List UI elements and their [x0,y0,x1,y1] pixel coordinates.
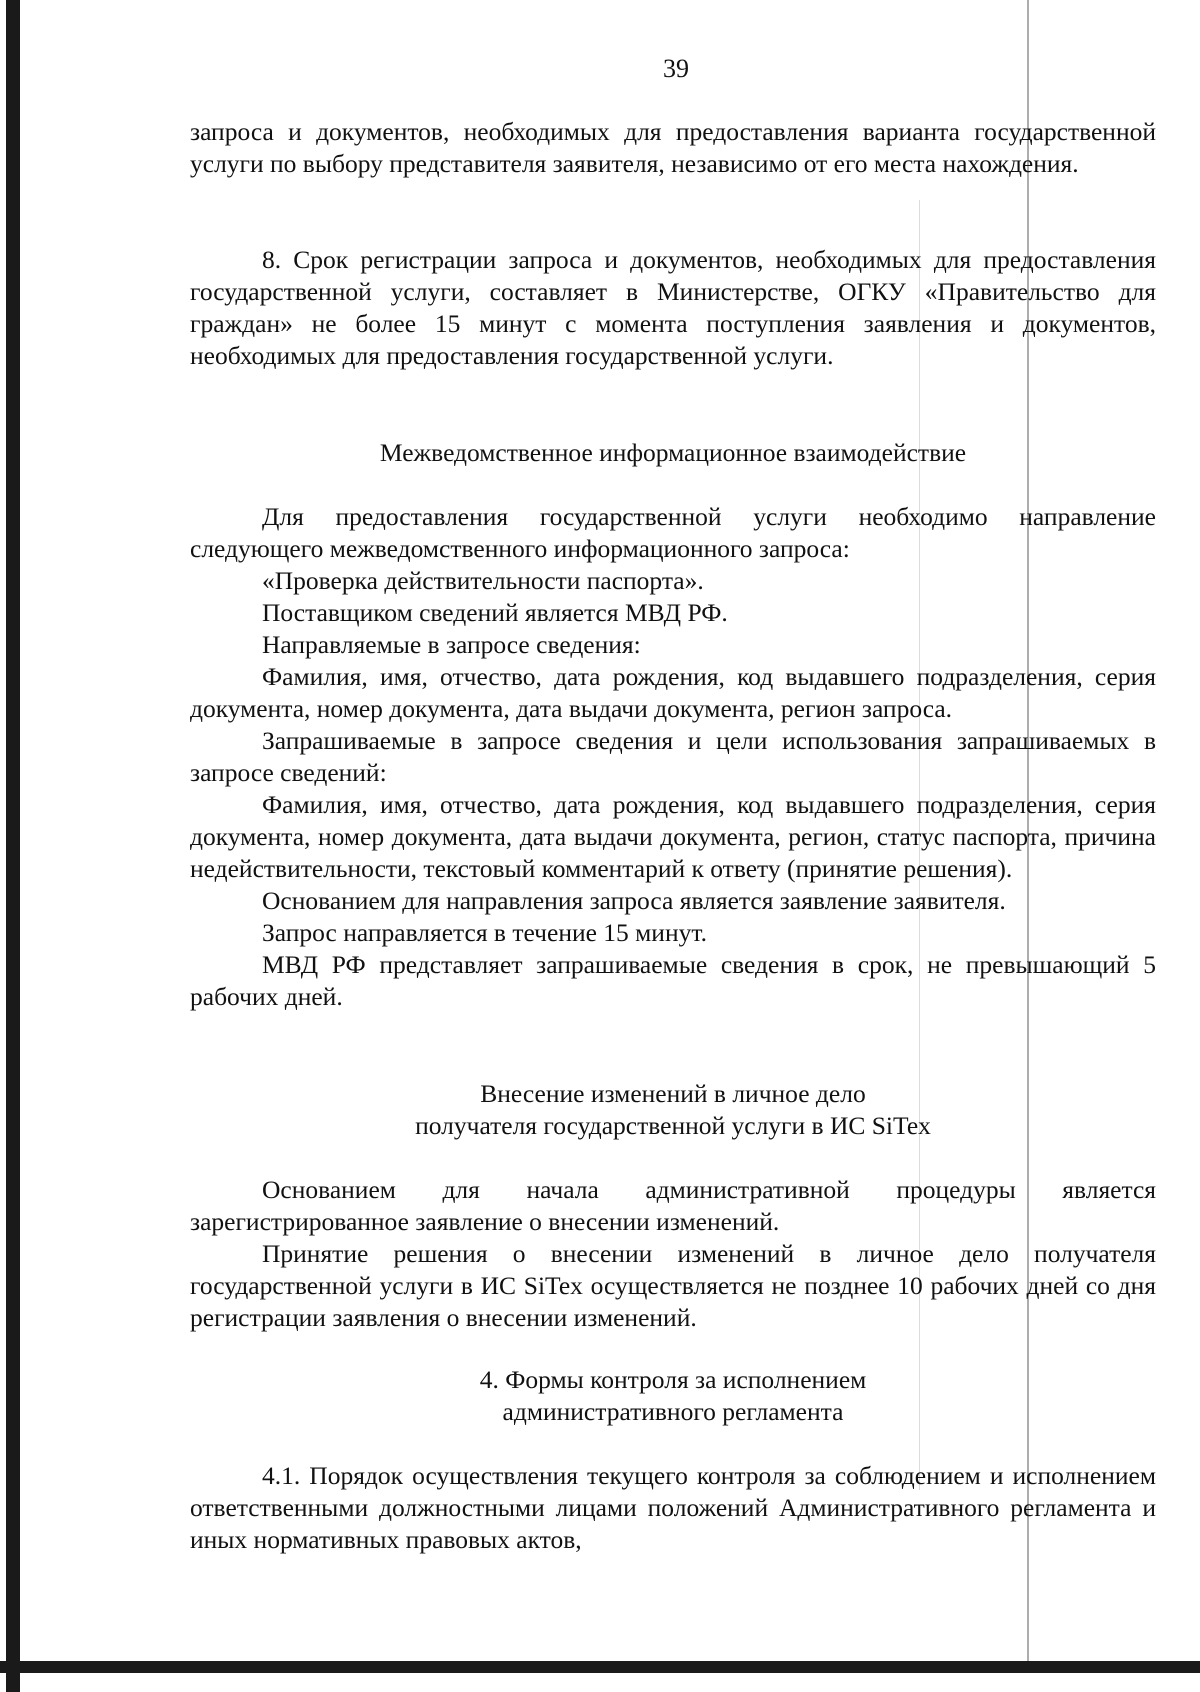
scan-bottom-edge [0,1661,1200,1673]
heading-section-4 [190,1364,1156,1428]
interagency-basis: Основанием для направления запроса является заявление заявителя. [262,886,1006,915]
heading-changes-line2: получателя государственной услуги в ИС SiTex [415,1111,931,1140]
changes-block [190,1174,1156,1334]
heading-changes [190,1078,1156,1142]
paragraph-4-1: 4.1. Порядок осуществления текущего контроля за соблюдением и исполнением ответственными должностными лицами положений Административного регламента и иных нормативных правовых актов, [190,1461,1156,1554]
interagency-block [190,501,1156,1013]
continuation-paragraph: запроса и документов, необходимых для предоставления варианта государственной услуги по выбору представителя заявителя, независимо от его места нахождения. [190,117,1156,178]
heading-section-4-line1: 4. Формы контроля за исполнением [479,1365,867,1394]
heading-changes-line1: Внесение изменений в личное дело [480,1079,866,1108]
page-number: 39 [663,54,689,83]
interagency-response: МВД РФ представляет запрашиваемые сведения в срок, не превышающий 5 рабочих дней. [190,950,1156,1011]
interagency-timing: Запрос направляется в течение 15 минут. [262,918,707,947]
paragraph-8: 8. Срок регистрации запроса и документов, необходимых для предоставления государственной услуги, составляет в Министерстве, ОГКУ «Правительство для граждан» не более 15 минут с момента поступления заявления и документов, необходимых для предоставления государственной услуги. [190,245,1156,370]
interagency-requested-items: Фамилия, имя, отчество, дата рождения, код выдавшего подразделения, серия документа, номер документа, дата выдачи документа, регион, статус паспорта, причина недействительности, текстовый комментарий к ответу (принятие решения). [190,790,1156,883]
interagency-sent-label: Направляемые в запросе сведения: [262,630,641,659]
interagency-sent-items: Фамилия, имя, отчество, дата рождения, код выдавшего подразделения, серия документа, номер документа, дата выдачи документа, регион запроса. [190,662,1156,723]
interagency-request-name: «Проверка действительности паспорта». [262,566,704,595]
interagency-supplier: Поставщиком сведений является МВД РФ. [262,598,728,627]
changes-decision: Принятие решения о внесении изменений в личное дело получателя государственной услуги в ИС SiTex осуществляется не позднее 10 рабочих дней со дня регистрации заявления о внесении изменений. [190,1239,1156,1332]
changes-basis: Основанием для начала административной процедуры является зарегистрированное заявление о внесении изменений. [190,1175,1156,1236]
scan-left-edge [6,0,20,1692]
heading-interagency: Межведомственное информационное взаимодействие [379,438,967,467]
interagency-intro: Для предоставления государственной услуги необходимо направление следующего межведомственного информационного запроса: [190,502,1156,563]
heading-section-4-line2: административного регламента [502,1397,844,1426]
interagency-requested-label: Запрашиваемые в запросе сведения и цели использования запрашиваемых в запросе сведений: [190,726,1156,787]
